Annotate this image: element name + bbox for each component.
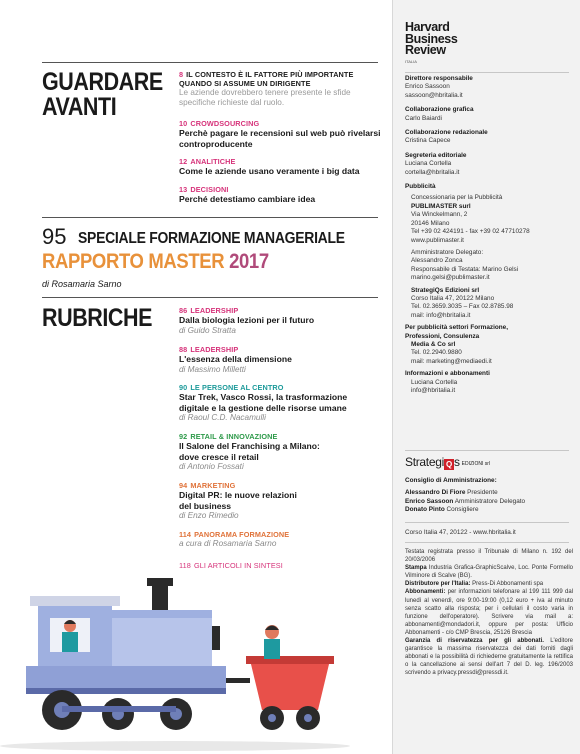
toc-headline: Perché detestiamo cambiare idea [179,194,316,204]
page-number: 118 [179,561,191,570]
toc-author: di Guido Stratta [179,325,236,335]
toc-headline: QUANDO SI ASSUME UN DIRIGENTE [179,79,311,88]
strategiqs-logo: Strategi Q s EDIZIONI srl [405,455,491,469]
smokestack [152,582,168,610]
hbr-logo-sub: ITALIA [405,59,417,64]
toc-kicker: IL CONTESTO È IL FATTORE PIÙ IMPORTANTE [186,70,354,79]
toc-item[interactable] [179,157,385,177]
toc-kicker: LEADERSHIP [190,345,239,354]
toc-headline: digitale e la gestione delle risorse umane [179,402,347,413]
toc-kicker: PANORAMA FORMAZIONE [194,530,290,539]
person2-hair [265,626,279,631]
masthead-credits: Direttore responsabile Enrico Sassoon sassoon@hbritalia.it Collaborazione grafica Carlo Baiardi Collaborazione redazionale Cristina Capece Segreteria editoriale Luciana Cortella cortella@hbritalia.it Pubblicità Concessionaria per la Pubblicità PUBLIMASTER surl Via Winckelmann, 2 20146 Milano Tel +39 02 424191 - fax +39 02 47710278 www.publimaster.it Amministratore Delegato: Alessandro Zonca Responsabile di Testata: Marino Gelsi marino.gelsi@publimaster.it StrategiQs Edizioni srl Corso Italia 47, 20122 Milano Tel. 02.3659.3035 – Fax 02.8785.98 mail: info@hbritalia.it Per pubblicità settori Formazione, Professioni, Consulenza Media & Co srl Tel. 02.2940.9880 mail: marketing@mediaedi.it Informazioni e abbonamenti Luciana Cortella info@hbritalia.it [405,75,530,394]
toc-kicker: LEADERSHIP [190,306,239,315]
toc-headline: controproducente [179,138,253,149]
toc-author: a cura di Rosamaria Sarno [179,539,277,548]
masthead-rule [405,522,569,523]
board-of-directors: Consiglio di Amministrazione: Alessandro Di Fiore Presidente Enrico Sassoon Amministratore Delegato Donato Pinto Consigliere [405,477,526,514]
page-number: 94 [179,481,188,490]
toc-author: di Enzo Rimedio [179,511,239,520]
cab-roof [30,596,120,606]
toc-item[interactable] [179,530,385,549]
page-number: 92 [179,432,188,441]
section-title-guardare: GUARDARE AVANTI [42,68,163,121]
section-rule [42,217,378,218]
page-number: 13 [179,185,188,194]
train-illustration [0,560,390,754]
toc-kicker: DECISIONI [190,185,229,194]
toc-kicker: LE PERSONE AL CENTRO [190,383,284,392]
page-number: 8 [179,70,184,79]
toc-subline: Le aziende dovrebbero tenere presente le sfide [179,88,351,97]
rapporto-text: RAPPORTO MASTER [42,250,225,273]
masthead-panel [392,0,580,754]
hbr-logo: Harvard Business Review [405,20,458,57]
toc-subline: specifiche richieste dal ruolo. [179,98,285,107]
speciale-byline: di Rosamaria Sarno [42,279,122,289]
toc-headline: Perchè pagare le recensioni sul web può rivelarsi [179,128,381,138]
toc-headline: del business [179,500,232,511]
page-number: 86 [179,306,188,315]
toc-item[interactable] [179,481,385,521]
toc-headline: Digital PR: le nuove relazioni [179,490,297,500]
front-lamp [212,626,220,650]
toc-item[interactable] [179,70,385,108]
toc-item[interactable] [179,185,385,205]
ground-shadow [0,741,350,751]
speciale-page-number: 95 [42,224,67,249]
toc-kicker: RETAIL & INNOVAZIONE [190,432,278,441]
toc-item[interactable] [179,306,385,336]
toc-item[interactable] [179,345,385,375]
boiler-band [112,610,212,618]
toc-headline: Il Salone del Franchising a Milano: [179,441,320,451]
boiler [112,610,212,666]
toc-item[interactable] [179,383,385,423]
toc-author: di Raoul C.D. Nacamulli [179,413,266,422]
coupling-rod [62,706,176,712]
toc-item[interactable] [179,119,385,149]
toc-kicker: CROWDSOURCING [190,119,260,128]
page-number: 12 [179,157,188,166]
toc-kicker: MARKETING [190,481,236,490]
person-body [62,632,78,652]
toc-headline: dove cresce il retail [179,451,259,462]
toc-item[interactable] [179,432,385,472]
section-rule [42,62,378,63]
section-rule [42,297,378,298]
rapporto-year: 2017 [229,250,269,273]
page-number: 90 [179,383,188,392]
wagon-body [250,660,330,710]
publisher-address: Corso Italia 47, 20122 - www.hbritalia.it [405,529,516,536]
toc-kicker: ANALITICHE [190,157,236,166]
rapporto-master-title[interactable] [42,251,269,273]
smokestack-top [147,578,173,586]
toc-headline: L'essenza della dimensione [179,354,292,364]
masthead-rule [405,450,569,451]
wagon-rim [246,656,334,664]
person2-body [264,639,280,659]
legal-notice: Testata registrata presso il Tribunale di Milano n. 192 del 20/03/2006 Stampa Industria Grafica-GraphicScalve, Loc. Ponte Formello Vilminore di Scalve (BG). Distributore per l'Italia: Press-Di Abbonamenti spa Abbonamenti: per informazioni telefonare al 199 111 999 dal lunedì al venerdì, ore 9:00-19:00 (0,12 euro + iva al minuto senza scatto alla risposta; per i cellulari il costo varia in funzione dell'operatore). Scrivere via mail a: abbonamenti@mondadori.it, oppure per posta: Ufficio Abbonamenti - c/o CMP Brescia, 25126 Brescia Garanzia di riservatezza per gli abbonati. L'editore garantisce la massima riservatezza dei dati forniti dagli abbonati e la possibilità di richiederne gratuitamente la rettifica o la cancellazione ai sensi dell'art 7 del D. leg. 196/2003 scrivendo a privacy.pressdi@pressdi.it. [405,549,574,677]
speciale-title[interactable]: SPECIALE FORMAZIONE MANAGERIALE [78,230,345,247]
coupler [226,678,250,683]
toc-headline: Dalla biologia lezioni per il futuro [179,315,315,325]
toc-headline: Come le aziende usano veramente i big data [179,166,360,176]
page-number: 10 [179,119,188,128]
toc-author: di Massimo Milletti [179,364,246,374]
page-number: 88 [179,345,188,354]
page-number: 114 [179,530,192,539]
masthead-rule [405,542,569,543]
toc-headline: Star Trek, Vasco Rossi, la trasformazione [179,392,348,402]
toc-kicker: GLI ARTICOLI IN SINTESI [193,561,283,570]
toc-author: di Antonio Fossati [179,462,244,471]
masthead-rule [405,72,569,73]
section-title-rubriche: RUBRICHE [42,304,153,332]
